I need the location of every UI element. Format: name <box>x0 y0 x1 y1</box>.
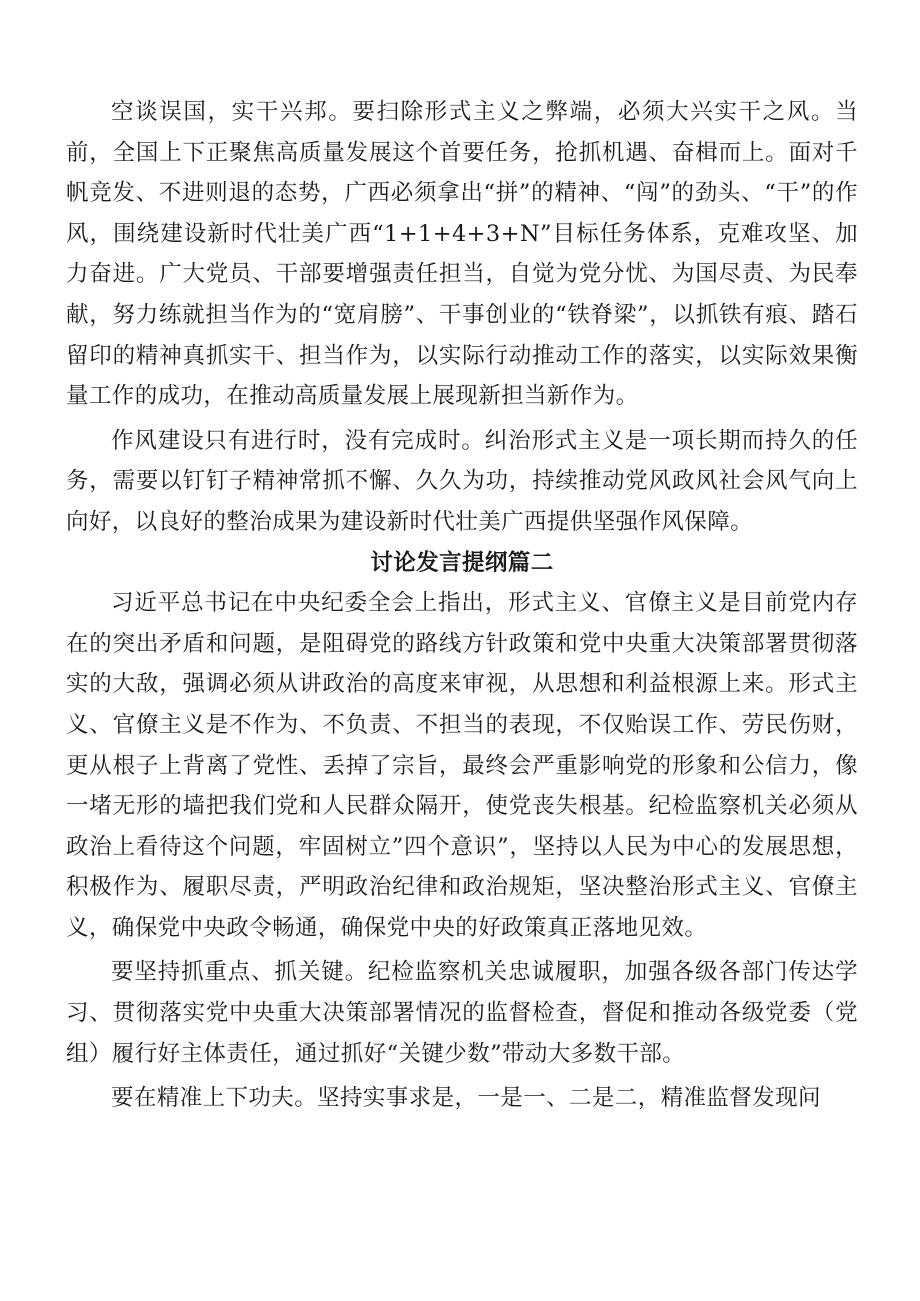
paragraph-jingzhun-gongfu: 要在精准上下功夫。坚持实事求是，一是一、二是二，精准监督发现问 <box>111 1085 821 1112</box>
paragraph-xi-jinping-speech: 习近平总书记在中央纪委全会上指出，形式主义、官僚主义是目前党内存在的突出矛盾和问题，是阻碍党的路线方针政策和党中央重大决策部署贯彻落实的大敌，强调必须从讲政治的高度来审视，从思想和利益根源上来。形式主义、官僚主义是不作为、不负责、不担当的表现，不仅贻误工作、劳民伤财，更从根子上背离了党性、丢掉了宗旨，最终会严重影响党的形象和公信力，像一堵无形的墙把我们党和人民群众隔开，使党丧失根基。纪检监察机关必须从政治上看待这个问题，牢固树立”四个意识”，坚持以人民为中心的发展思想，积极作为、履职尽责，严明政治纪律和政治规矩，坚决整治形式主义、官僚主义，确保党中央政令畅通，确保党中央的好政策真正落地见效。 <box>66 590 858 941</box>
section-heading: 讨论发言提纲篇二 <box>370 549 554 576</box>
paragraph-zuofeng-jianshe: 作风建设只有进行时，没有完成时。纠治形式主义是一项长期而持久的任务，需要以钉钉子精神常抓不懈、久久为功，持续推动党风政风社会风气向上向好，以良好的整治成果为建设新时代壮美广西提供坚强作风保障。 <box>66 427 858 535</box>
paragraph-zhua-zhongdian: 要坚持抓重点、抓关键。纪检监察机关忠诚履职，加强各级各部门传达学习、贯彻落实党中央重大决策部署情况的监督检查，督促和推动各级党委（党组）履行好主体责任，通过抓好“关键少数”带动大多数干部。 <box>66 959 858 1067</box>
paragraph-shigan-xingbang: 空谈误国，实干兴邦。要扫除形式主义之弊端，必须大兴实干之风。当前，全国上下正聚焦高质量发展这个首要任务，抢抓机遇、奋楫而上。面对千帆竞发、不进则退的态势，广西必须拿出“拼”的精神、“闯”的劲头、“干”的作风，围绕建设新时代壮美广西“1+1+4+3+N”目标任务体系，克难攻坚、加力奋进。广大党员、干部要增强责任担当，自觉为党分忧、为国尽责、为民奉献，努力练就担当作为的“宽肩膀”、干事创业的“铁脊梁”，以抓铁有痕、踏石留印的精神真抓实干、担当作为，以实际行动推动工作的落实，以实际效果衡量工作的成功，在推动高质量发展上展现新担当新作为。 <box>66 99 858 410</box>
document-page <box>66 92 858 1119</box>
